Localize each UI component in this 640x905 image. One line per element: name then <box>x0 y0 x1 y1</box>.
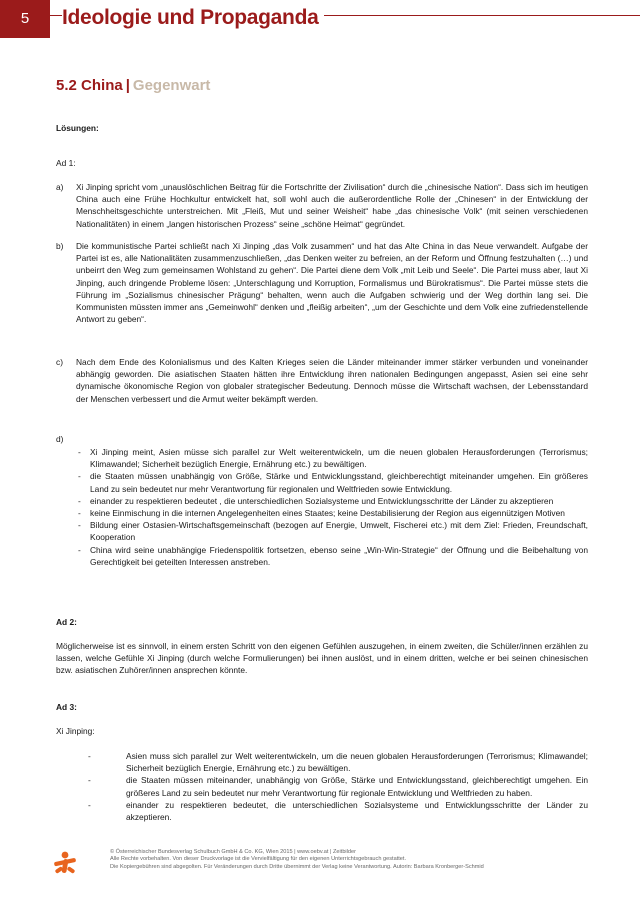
ad3-list <box>88 750 588 823</box>
footer <box>110 849 484 871</box>
page-header <box>0 0 640 38</box>
dash-marker: - <box>78 508 81 519</box>
dash-marker: - <box>78 520 81 531</box>
dash-marker: - <box>78 495 81 506</box>
ad1-c-marker: c) <box>56 357 63 367</box>
ad2-label: Ad 2: <box>56 617 77 627</box>
list-item: - keine Einmischung in die internen Angelegenheiten eines Staates; keine Destabilisierung der Region aus eigennützigen Motiven <box>78 508 565 519</box>
list-item: - Asien muss sich parallel zur Welt weiterentwickeln, um die neuen globalen Herausforderungen (Terrorismus; Klimawandel; Sicherheit bezüglich Energie, Ernährung etc.) zu bewältigen. <box>88 751 588 774</box>
ad3-label: Ad 3: <box>56 702 77 712</box>
ad1-a-marker: a) <box>56 182 64 192</box>
footer-disclaimer: Die Kopiergebühren sind abgegolten. Für Veränderungen durch Dritte übernimmt der Verlag keine Verantwortung. Autorin: Barbara Kronberger-Schmid <box>110 863 484 870</box>
list-item: - die Staaten müssen miteinander, unabhängig von Größe, Stärke und Entwicklungsstand, gleichberechtigt umgehen. Ein größeres Land zu sein bedeutet nur mehr Verantwortung für regionale Entwicklung und Weltfrieden zu haben. <box>88 775 588 798</box>
ad1-label: Ad 1: <box>56 158 76 168</box>
ad1-c-text: Nach dem Ende des Kolonialismus und des Kalten Krieges seien die Länder miteinander immer stärker verbunden und voneinander abhängig geworden. Die asiatischen Staaten hätten ihre Entwicklung ihren nationalen Bedingungen angepasst, Asien sei eine sehr dynamische ökonomische Region von globaler strategischer Bedeutung. Dennoch müsse die Wirtschaft wachsen, der Lebensstandard der Menschen verbessert und die Armut weiter bekämpft werden. <box>76 357 588 404</box>
list-item: - Xi Jinping meint, Asien müsse sich parallel zur Welt weiterentwickeln, um die neuen globalen Herausforderungen (Terrorismus; Klimawandel; Sicherheit bezüglich Energie, Ernährung etc.) zu bewältigen. <box>78 447 588 470</box>
solutions-label: Lösungen: <box>56 123 99 133</box>
section-subtitle: Gegenwart <box>132 77 211 94</box>
header-title: Ideologie und Propaganda <box>62 6 324 30</box>
list-item: - die Staaten müssen unabhängig von Größe, Stärke und Entwicklungsstand, gleichberechtigt miteinander umgehen. Ein größeres Land zu sein bedeutet nur mehr Verantwortung für regionalen und Weltfrieden sowie Entwicklung. <box>78 471 588 494</box>
section-number: 5.2 <box>56 77 77 94</box>
dash-marker: - <box>88 799 91 810</box>
page-number: 5 <box>0 0 50 38</box>
ad1-d-list <box>76 446 588 568</box>
ad3-speaker: Xi Jinping: <box>56 726 95 736</box>
list-item: - einander zu respektieren bedeutet, die unterschiedlichen Sozialsysteme und Entwicklungsschritte der Länder zu akzeptieren. <box>88 799 588 823</box>
ad1-a-text: Xi Jinping spricht vom „unauslöschlichen Beitrag für die Fortschritte der Zivilisation“ durch die „chinesische Nation“. Dass sich im heutigen China auch eine Frühe Hochkultur entwickelt hat, soll wohl auch die außerordentliche Rolle der „Chinesen“ in der Entwicklung der Menschheitsgeschichte unterstreichen. Mit „Fleiß, Mut und seiner Weisheit“ habe „das chinesische Volk“ (mit seinen verschiedenen Nationalitäten) in einem „langen historischen Prozess“ seine „schöne Heimat“ gegründet. <box>76 182 588 229</box>
ad2-text: Möglicherweise ist es sinnvoll, in einem ersten Schritt von den eigenen Gefühlen auszugehen, in einem zweiten, die Schüler/innen erzählen zu lassen, welche Gefühle Xi Jinping (durch welche Formulierungen) bei ihnen auslöst, und in einem dritten, welche er bei seinen chinesischen bzw. asiatischen Zuhörer/innen ansprechen könnte. <box>56 641 588 676</box>
section-separator: | <box>125 77 130 94</box>
section-heading <box>56 77 210 94</box>
list-item: - Bildung einer Ostasien-Wirtschaftsgemeinschaft (bezogen auf Energie, Umwelt, Fischerei etc.) mit dem Ziel: Frieden, Freundschaft, Kooperation <box>78 520 588 543</box>
dash-marker: - <box>78 471 81 482</box>
list-item: - einander zu respektieren bedeutet , die unterschiedlichen Sozialsysteme und Entwicklungsschritte der Länder zu akzeptieren <box>78 495 554 506</box>
footer-copyright: © Österreichischer Bundesverlag Schulbuch GmbH & Co. KG, Wien 2015 | www.oebv.at | Zeitbilder <box>110 849 357 855</box>
dash-marker: - <box>88 751 91 761</box>
section-title: China <box>81 77 123 94</box>
list-item: - China wird seine unabhängige Friedenspolitik fortsetzen, ebenso seine „Win-Win-Strategie“ der Öffnung und die Beibehaltung von Gerechtigkeit bei geteilten Interessen anstreben. <box>78 544 588 567</box>
publisher-logo-icon <box>52 851 78 877</box>
dash-marker: - <box>78 447 81 457</box>
dash-marker: - <box>88 775 91 786</box>
ad1-d-marker: d) <box>56 434 64 444</box>
footer-rights: Alle Rechte vorbehalten. Von dieser Druckvorlage ist die Vervielfältigung für den eigenen Unterrichtsgebrauch gestattet. <box>110 856 407 863</box>
ad1-b-text: Die kommunistische Partei schließt nach Xi Jinping „das Volk zusammen“ und hat das Alte China in das Neue verwandelt. Aufgabe der Partei ist es, alle Nationalitäten zusammenzuschließen, „das Denken weiter zu befreien, an der Reform und Öffnung festzuhalten (…) und unbeirrt den Weg zum gemeinsamen Wohlstand zu gehen“. Die Partei diene dem Volk „mit Leib und Seele“. Die Partei muss aber, laut Xi Jinping, auch dringende Probleme lösen: „Unterschlagung und Korruption, Formalismus und Bürokratismus“. Die Partei müsse stets die Führung im „Sozialismus chinesischer Prägung“ behalten, wenn auch die Aufgaben schwierig und der Weg dorthin lang sei. Die Kommunisten müssten immer ans „Gemeinwohl“ denken und „fleißig arbeiten“, „um der Geschichte und dem Volk eine zufriedenstellende Antwort zu geben“. <box>76 241 588 325</box>
ad1-b-marker: b) <box>56 241 64 251</box>
dash-marker: - <box>78 544 81 555</box>
